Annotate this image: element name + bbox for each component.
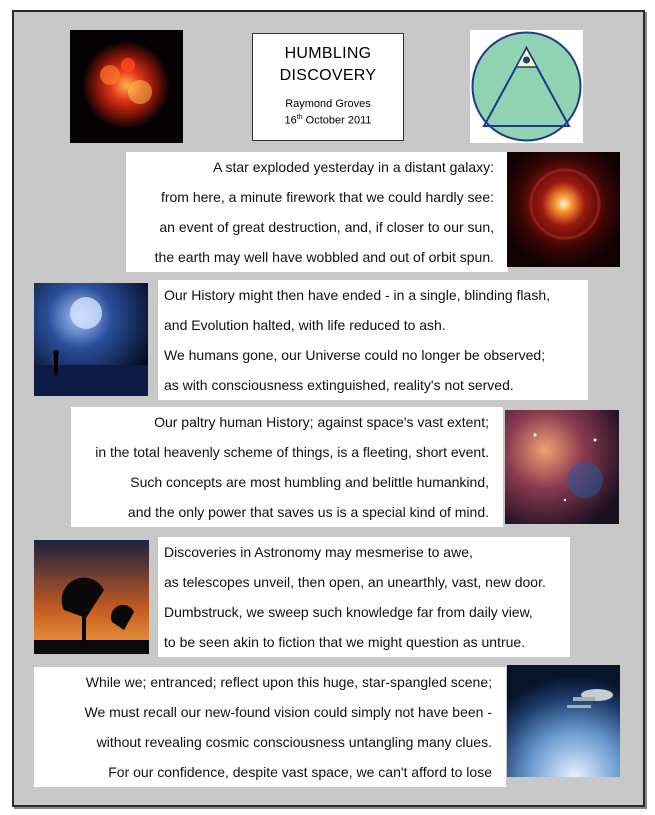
poem-title: HUMBLING DISCOVERY <box>279 45 377 84</box>
starship-earth-image <box>507 665 620 777</box>
stanza-line: as with consciousness extinguished, reality's not served. <box>164 377 514 393</box>
stanza-2 <box>158 280 588 400</box>
cosmic-figure-image <box>34 283 148 396</box>
radio-telescope-image <box>34 540 149 654</box>
stanza-4 <box>158 537 570 657</box>
stanza-line: While we; entranced; reflect upon this huge, star-spangled scene; <box>85 674 492 690</box>
stanza-line: We humans gone, our Universe could no longer be observed; <box>164 347 546 363</box>
stanza-3 <box>71 407 503 527</box>
stanza-line: without revealing cosmic consciousness untangling many clues. <box>96 734 492 750</box>
stanza-line: Our History might then have ended - in a single, blinding flash, <box>164 287 550 303</box>
stanza-line: as telescopes unveil, then open, an unearthly, vast, new door. <box>164 574 546 590</box>
exploding-star-image <box>507 152 620 267</box>
stanza-line: an event of great destruction, and, if closer to our sun, <box>159 219 494 235</box>
nebula-image <box>505 410 619 524</box>
stanza-line: and the only power that saves us is a special kind of mind. <box>127 504 489 520</box>
supernova-image <box>70 30 183 143</box>
pyramid-eye-emblem <box>470 30 583 143</box>
stanza-line: and Evolution halted, with life reduced to ash. <box>164 317 446 333</box>
title-box <box>252 33 404 141</box>
stanza-line: A star exploded yesterday in a distant galaxy: <box>213 159 494 175</box>
author-name: Raymond Groves <box>285 98 371 110</box>
stanza-line: For our confidence, despite vast space, we can't afford to lose <box>108 764 492 780</box>
stanza-line: Such concepts are most humbling and belittle humankind, <box>130 474 489 490</box>
stanza-line: Our paltry human History; against space's vast extent; <box>154 414 489 430</box>
stanza-line: We must recall our new-found vision could simply not have been - <box>84 704 492 720</box>
stanza-line: Dumbstruck, we sweep such knowledge far from daily view, <box>164 604 533 620</box>
stanza-line: the earth may well have wobbled and out of orbit spun. <box>154 249 494 265</box>
stanza-1 <box>126 152 508 272</box>
stanza-5 <box>34 667 506 787</box>
stanza-line: from here, a minute firework that we could hardly see: <box>160 189 494 205</box>
stanza-line: in the total heavenly scheme of things, is a fleeting, short event. <box>95 444 489 460</box>
stanza-line: to be seen akin to fiction that we might question as untrue. <box>164 634 526 650</box>
poem-date: 16th October 2011 <box>284 114 372 127</box>
stanza-line: Discoveries in Astronomy may mesmerise to awe, <box>164 544 473 560</box>
